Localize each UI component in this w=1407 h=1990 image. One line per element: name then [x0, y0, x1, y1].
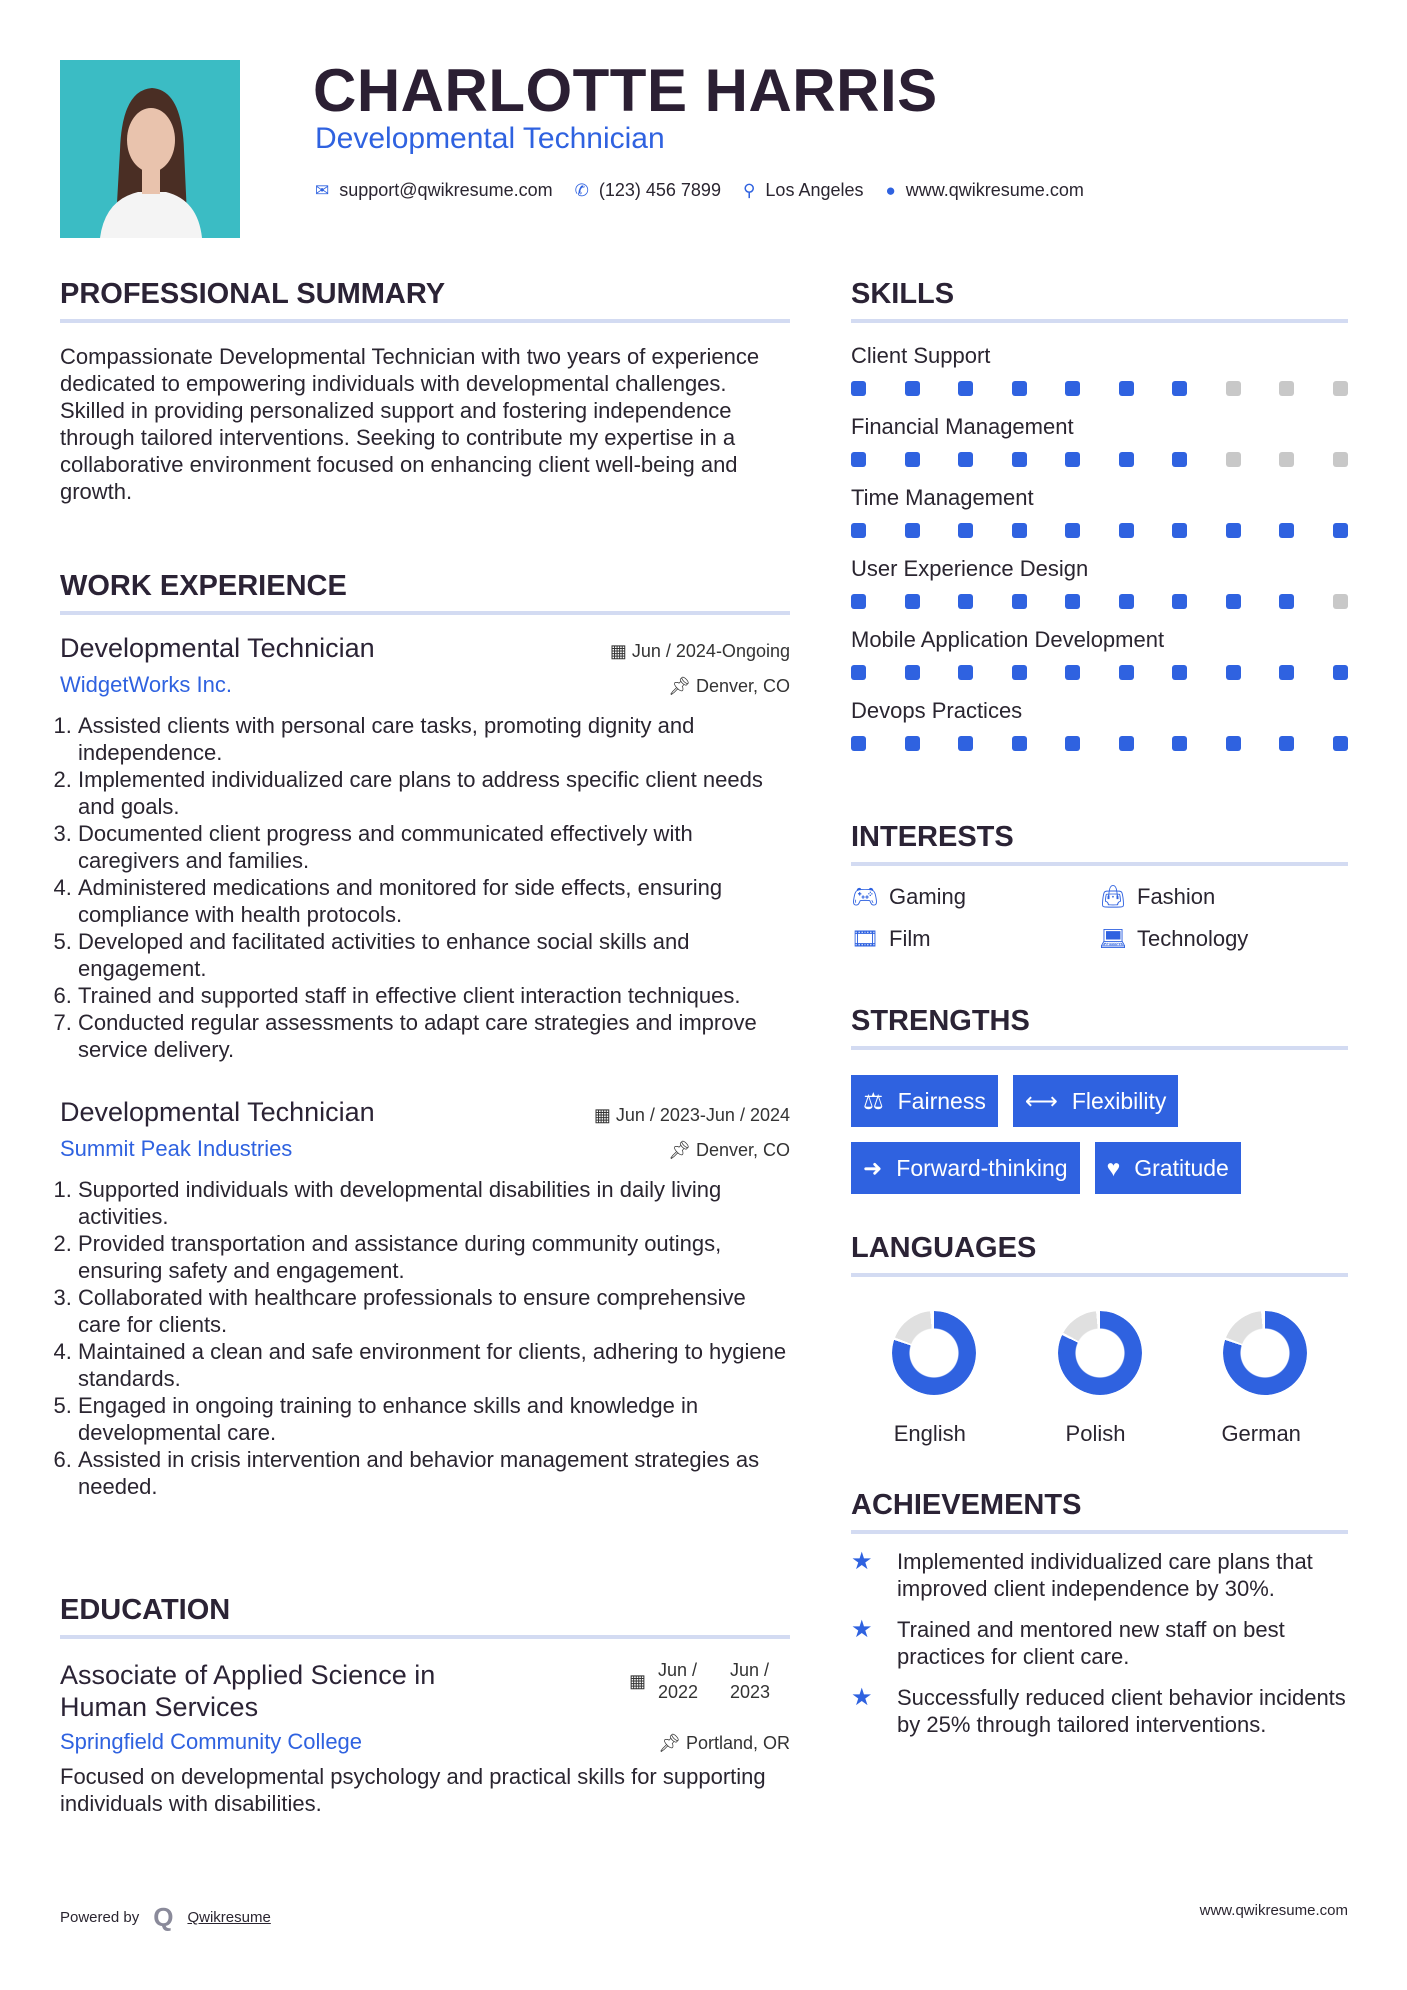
rating-dot-filled — [851, 523, 866, 538]
globe-icon: ● — [885, 180, 896, 200]
language-proficiency-donut — [1058, 1311, 1142, 1395]
location: Los Angeles — [765, 180, 864, 200]
rating-dot-filled — [1279, 665, 1294, 680]
interest-item — [1099, 884, 1339, 910]
rating-dot-filled — [1333, 523, 1348, 538]
section-heading: LANGUAGES — [851, 1232, 1037, 1264]
duty-item: 7. Conducted regular assessments to adapt care strategies and improve service delivery. — [78, 1009, 790, 1063]
degree: Associate of Applied Science in Human Services — [60, 1660, 436, 1722]
rating-dot-filled — [1172, 452, 1187, 467]
calendar-icon: ▦ — [609, 641, 632, 661]
interest-label: Technology — [1137, 926, 1249, 951]
divider — [851, 1046, 1348, 1050]
job-entry — [60, 1097, 790, 1500]
job-date-wrap — [594, 1105, 790, 1126]
rating-dot-filled — [1012, 665, 1027, 680]
rating-dot-filled — [958, 381, 973, 396]
job-date: Jun / 2024-Ongoing — [631, 641, 790, 661]
skill-rating — [851, 665, 1348, 680]
duty-item: 1. Supported individuals with developmental disabilities in daily living activities. — [78, 1176, 790, 1230]
duty-item: 4. Administered medications and monitored for side effects, ensuring compliance with health protocols. — [78, 874, 790, 928]
job-header — [60, 1097, 790, 1128]
rating-dot-filled — [905, 594, 920, 609]
interest-item — [1099, 926, 1339, 952]
rating-dot-filled — [1065, 452, 1080, 467]
phone-icon: ✆ — [574, 180, 589, 200]
interests-section — [851, 821, 1348, 952]
language-item — [1017, 1311, 1183, 1447]
email[interactable]: support@qwikresume.com — [339, 180, 553, 200]
divider — [851, 1530, 1348, 1534]
job-date: Jun / 2023-Jun / 2024 — [615, 1105, 790, 1125]
job-duties — [60, 1176, 790, 1500]
pin-icon: 📌︎ — [668, 1140, 696, 1160]
star-icon: ★ — [851, 1616, 873, 1643]
skill-name: Mobile Application Development — [851, 627, 1165, 652]
rating-dot-filled — [851, 736, 866, 751]
strengths-section — [851, 1005, 1348, 1194]
duty-item: 4. Maintained a clean and safe environment for clients, adhering to hygiene standards. — [78, 1338, 790, 1392]
film-icon: 🎞︎ — [851, 926, 879, 951]
duty-item: 3. Documented client progress and communicated effectively with caregivers and families. — [78, 820, 790, 874]
rating-dot-filled — [958, 594, 973, 609]
rating-dot-filled — [1119, 594, 1134, 609]
language-item — [1182, 1311, 1348, 1447]
rating-dot-filled — [1012, 381, 1027, 396]
rating-dot-filled — [1172, 381, 1187, 396]
shopping-bag-icon: 👜︎ — [1099, 884, 1127, 909]
section-heading: ACHIEVEMENTS — [851, 1489, 1082, 1521]
job-duties — [60, 712, 790, 1063]
arrows-horizontal-icon: ⟷ — [1024, 1087, 1058, 1114]
strength-badge — [851, 1142, 1080, 1194]
brand-link[interactable]: Qwikresume — [187, 1909, 271, 1926]
rating-dot-filled — [1012, 452, 1027, 467]
rating-dot-filled — [851, 381, 866, 396]
skill-rating — [851, 736, 1348, 751]
footer-website[interactable]: www.qwikresume.com — [1199, 1902, 1348, 1919]
rating-dot-filled — [1279, 594, 1294, 609]
rating-dot-filled — [1279, 523, 1294, 538]
rating-dot-filled — [851, 665, 866, 680]
job-title: Developmental Technician — [60, 633, 375, 663]
job-date-wrap — [610, 641, 790, 662]
duty-item: 5. Developed and facilitated activities to enhance social skills and engagement. — [78, 928, 790, 982]
language-name: Polish — [1065, 1421, 1126, 1446]
duty-item: 5. Engaged in ongoing training to enhance skills and knowledge in developmental care. — [78, 1392, 790, 1446]
divider — [60, 319, 790, 323]
rating-dot-empty — [1279, 381, 1294, 396]
gamepad-icon: 🎮︎ — [851, 884, 879, 909]
rating-dot-filled — [1333, 665, 1348, 680]
job-subheader — [60, 672, 790, 698]
calendar-icon: ▦ — [593, 1105, 616, 1125]
job-subheader — [60, 1136, 790, 1162]
section-heading: SKILLS — [851, 278, 955, 310]
candidate-name: CHARLOTTE HARRIS — [313, 57, 938, 124]
footer-left — [60, 1902, 271, 1933]
edu-location: Portland, OR — [685, 1733, 790, 1753]
arrow-right-icon: ➜ — [863, 1154, 883, 1181]
rating-dot-filled — [958, 736, 973, 751]
achievement-text: Implemented individualized care plans that improved client independence by 30%. — [897, 1549, 1313, 1601]
section-heading: PROFESSIONAL SUMMARY — [60, 278, 446, 310]
interest-item — [851, 926, 1099, 952]
rating-dot-empty — [1333, 594, 1348, 609]
strength-label: Forward-thinking — [896, 1154, 1068, 1181]
rating-dot-filled — [905, 736, 920, 751]
divider — [851, 1273, 1348, 1277]
interest-item — [851, 884, 1099, 910]
language-name: German — [1221, 1421, 1301, 1446]
strength-label: Gratitude — [1134, 1154, 1229, 1181]
duty-item: 1. Assisted clients with personal care tasks, promoting dignity and independence. — [78, 712, 790, 766]
summary-section — [60, 278, 790, 505]
duty-item: 6. Trained and supported staff in effective client interaction techniques. — [78, 982, 790, 1009]
duty-item: 2. Implemented individualized care plans to address specific client needs and goals. — [78, 766, 790, 820]
skill-name: User Experience Design — [851, 556, 1089, 581]
language-proficiency-donut — [892, 1311, 976, 1395]
rating-dot-filled — [958, 452, 973, 467]
rating-dot-empty — [1226, 381, 1241, 396]
edu-description: Focused on developmental psychology and practical skills for supporting individuals with disabilities. — [60, 1764, 766, 1816]
interest-label: Gaming — [889, 884, 967, 909]
rating-dot-empty — [1333, 452, 1348, 467]
rating-dot-filled — [905, 452, 920, 467]
section-heading: STRENGTHS — [851, 1005, 1030, 1037]
rating-dot-filled — [1279, 736, 1294, 751]
rating-dot-filled — [1065, 381, 1080, 396]
rating-dot-filled — [851, 452, 866, 467]
summary-text: Compassionate Developmental Technician with two years of experience dedicated to empowering individuals with developmental challenges. Skilled in providing personalized support and fostering independence through tailored interventions. Seeking to contribute my expertise in a collaborative environment focused on enhancing client well-being and growth. — [60, 344, 760, 504]
job-location-wrap — [668, 676, 790, 697]
contact-bar — [315, 180, 1084, 201]
rating-dot-filled — [1119, 523, 1134, 538]
strength-badge — [851, 1075, 998, 1127]
job-location: Denver, CO — [695, 1140, 790, 1160]
duty-item: 3. Collaborated with healthcare professionals to ensure comprehensive care for clients. — [78, 1284, 790, 1338]
star-icon: ★ — [851, 1548, 873, 1575]
rating-dot-filled — [1172, 665, 1187, 680]
rating-dot-filled — [851, 594, 866, 609]
skill-rating — [851, 381, 1348, 396]
rating-dot-filled — [1119, 381, 1134, 396]
candidate-title: Developmental Technician — [315, 122, 665, 155]
rating-dot-filled — [1119, 736, 1134, 751]
rating-dot-filled — [1012, 594, 1027, 609]
work-section — [60, 570, 790, 1500]
achievement-text: Trained and mentored new staff on best practices for client care. — [897, 1617, 1285, 1669]
section-heading: EDUCATION — [60, 1594, 231, 1626]
balance-scale-icon: ⚖ — [863, 1087, 884, 1114]
phone: (123) 456 7899 — [598, 180, 721, 200]
profile-photo — [60, 60, 240, 238]
skill-rating — [851, 452, 1348, 467]
rating-dot-filled — [905, 381, 920, 396]
divider — [60, 1635, 790, 1639]
skill-rating — [851, 594, 1348, 609]
job-title: Developmental Technician — [60, 1097, 375, 1127]
star-icon: ★ — [851, 1684, 873, 1711]
strength-badge — [1095, 1142, 1241, 1194]
strength-badge — [1013, 1075, 1179, 1127]
strength-label: Flexibility — [1071, 1087, 1167, 1114]
map-pin-icon: ⚲ — [742, 180, 756, 200]
rating-dot-filled — [1065, 523, 1080, 538]
rating-dot-empty — [1333, 381, 1348, 396]
rating-dot-filled — [958, 523, 973, 538]
section-heading: INTERESTS — [851, 821, 1014, 853]
rating-dot-filled — [1226, 523, 1241, 538]
rating-dot-filled — [1226, 665, 1241, 680]
language-item — [851, 1311, 1017, 1447]
language-name: English — [893, 1421, 966, 1446]
calendar-icon: ▦ — [628, 1671, 646, 1691]
skill-name: Devops Practices — [851, 698, 1023, 723]
rating-dot-filled — [905, 665, 920, 680]
edu-start: Jun / 2022 — [658, 1660, 699, 1702]
divider — [851, 319, 1348, 323]
interest-label: Fashion — [1137, 884, 1216, 909]
company[interactable]: WidgetWorks Inc. — [60, 672, 232, 697]
strength-label: Fairness — [897, 1087, 986, 1114]
envelope-icon: ✉ — [315, 180, 330, 200]
rating-dot-filled — [958, 665, 973, 680]
skill-name: Client Support — [851, 343, 991, 368]
laptop-icon: 💻︎ — [1099, 926, 1127, 951]
achievement-item — [851, 1548, 1348, 1602]
rating-dot-filled — [1119, 452, 1134, 467]
languages-section — [851, 1232, 1348, 1447]
duty-item: 6. Assisted in crisis intervention and behavior management strategies as needed. — [78, 1446, 790, 1500]
rating-dot-filled — [1065, 665, 1080, 680]
divider — [851, 862, 1348, 866]
achievements-section — [851, 1489, 1348, 1738]
education-section — [60, 1594, 790, 1817]
rating-dot-filled — [1226, 736, 1241, 751]
pin-icon: 📌︎ — [668, 676, 696, 696]
job-entry — [60, 633, 790, 1063]
rating-dot-filled — [1333, 736, 1348, 751]
achievement-item — [851, 1616, 1348, 1670]
rating-dot-filled — [1172, 594, 1187, 609]
skill-rating — [851, 523, 1348, 538]
divider — [60, 611, 790, 615]
heart-icon: ♥ — [1106, 1154, 1121, 1181]
rating-dot-filled — [905, 523, 920, 538]
skill-name: Time Management — [851, 485, 1034, 510]
rating-dot-filled — [1065, 594, 1080, 609]
rating-dot-empty — [1279, 452, 1294, 467]
job-location: Denver, CO — [695, 676, 790, 696]
rating-dot-filled — [1012, 523, 1027, 538]
skills-section — [851, 278, 1348, 769]
company[interactable]: Summit Peak Industries — [60, 1136, 293, 1161]
school[interactable]: Springfield Community College — [60, 1729, 363, 1754]
job-location-wrap — [668, 1140, 790, 1161]
achievement-text: Successfully reduced client behavior incidents by 25% through tailored interventions. — [897, 1685, 1346, 1737]
achievement-item — [851, 1684, 1348, 1738]
rating-dot-filled — [1065, 736, 1080, 751]
qwikresume-logo-icon: Q — [153, 1902, 174, 1932]
interest-label: Film — [889, 926, 931, 951]
skill-name: Financial Management — [851, 414, 1074, 439]
pin-icon: 📌︎ — [658, 1733, 686, 1753]
section-heading: WORK EXPERIENCE — [60, 570, 347, 602]
rating-dot-filled — [1012, 736, 1027, 751]
rating-dot-filled — [1172, 736, 1187, 751]
website[interactable]: www.qwikresume.com — [905, 180, 1084, 200]
language-proficiency-donut — [1223, 1311, 1307, 1395]
rating-dot-filled — [1119, 665, 1134, 680]
job-header — [60, 633, 790, 664]
edu-end: Jun / 2023 — [730, 1660, 771, 1702]
powered-by: Powered by — [60, 1909, 140, 1926]
rating-dot-empty — [1226, 452, 1241, 467]
rating-dot-filled — [1226, 594, 1241, 609]
rating-dot-filled — [1172, 523, 1187, 538]
duty-item: 2. Provided transportation and assistance during community outings, ensuring safety and engagement. — [78, 1230, 790, 1284]
